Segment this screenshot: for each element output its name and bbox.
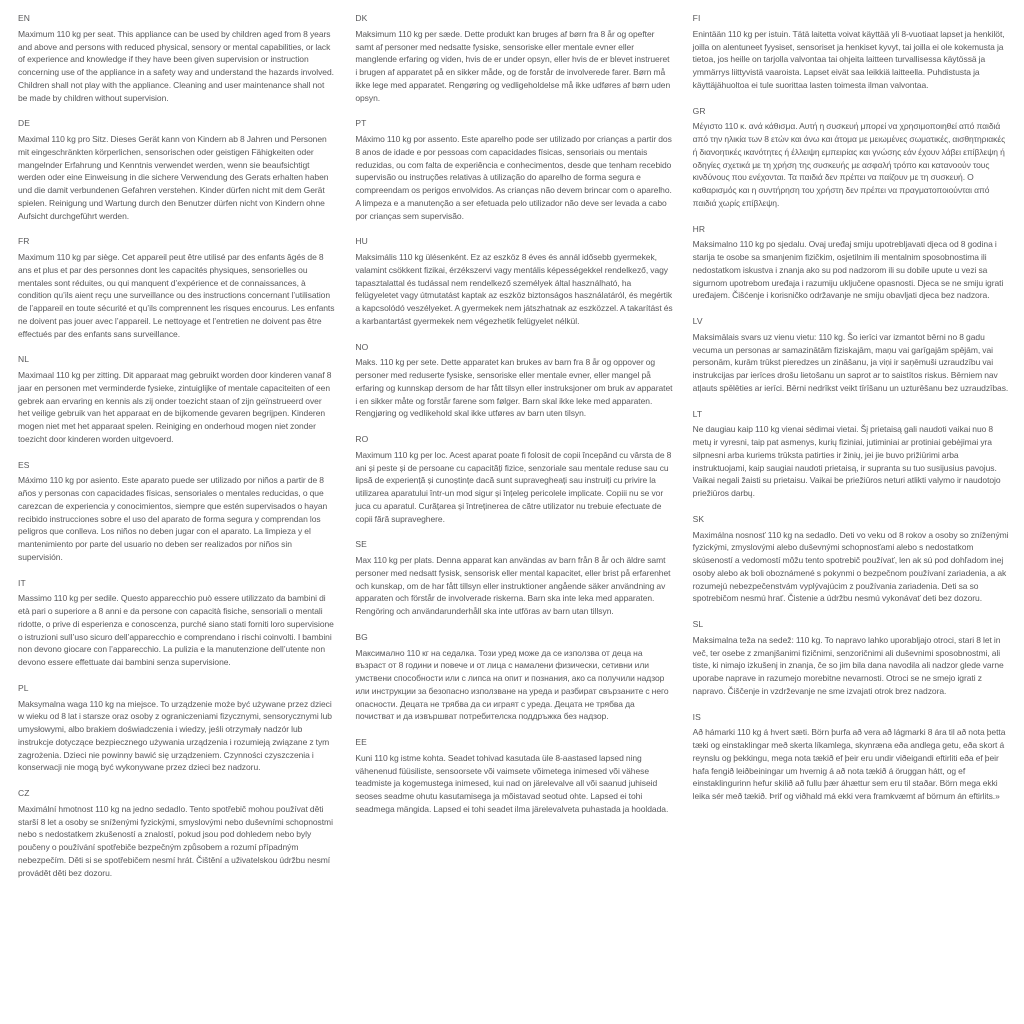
instruction-text: Að hámarki 110 kg á hvert sæti. Börn þurfa að vera að lágmarki 8 ára til að nota þetta tæki og einstaklingar með skerta líkamlega, skynræna eða andlega getu, eða skort á reynslu og þekkingu, mega nota tækið ef þeir eru undir viðeigandi eftirliti eða ef þeir hafa fengið leiðbeiningar um hvernig á að nota tækið á öruggan hátt, og ef einstaklingurinn hefur skilið að fullu þær áhættur sem eru til staðar. Börn mega ekki leika sér með tækið. Þrif og viðhald má ekki vera framkvæmt af börnum án eftirlits.» xyxy=(692,727,1006,801)
instruction-text: Maximum 110 kg per seat. This appliance can be used by children aged from 8 years and above and persons with reduced physical, sensory or mental capabilities, or lack of experience and knowledge if they have been given supervision or instruction concerning use of the appliance in a safety way and understand the hazards involved. Children shall not play with the appliance. Cleaning and user maintenance shall not be made by children without supervision. xyxy=(18,28,334,103)
language-code-label: RO xyxy=(355,434,369,444)
language-section-nl xyxy=(18,353,335,445)
instruction-text: Maksimum 110 kg per sæde. Dette produkt kan bruges af børn fra 8 år og opefter samt af personer med nedsatte fysiske, sensoriske eller mentale evner eller manglende erfaring og viden, hvis de er under opsyn, eller hvis de er blevet instrueret i brugen af apparatet på en sikker måde, og de forstår de involverede farer. Børn må ikke lege med apparatet. Rengøring og vedligeholdelse må ikke udføres af børn uden opsyn. xyxy=(355,28,671,103)
language-code-label: NO xyxy=(355,341,369,352)
language-section-ro xyxy=(355,433,672,525)
instruction-text: Maximal 110 kg pro Sitz. Dieses Gerät kann von Kindern ab 8 Jahren und Personen mit eingeschränkten körperlichen, sensorischen oder geistigen Fähigkeiten oder mangelnder Erfahrung und Kenntnis verwendet werden, wenn sie beaufsichtigt werden oder eine Einweisung in die sichere Verwendung des Gerats erhalten haben und die damit verbundenen Gefahren verstehen. Kinder dürfen nicht mit dem Gerät spielen. Reinigung und Wartung durch den Benutzer dürfen nicht von Kindern ohne Aufsicht durchgeführt werden. xyxy=(18,134,329,221)
language-code-label: HU xyxy=(355,236,368,247)
language-code-label: BG xyxy=(355,631,368,642)
language-section-lt xyxy=(693,408,1010,500)
language-code-label: DE xyxy=(18,118,31,129)
instruction-text: Maximum 110 kg per loc. Acest aparat poate fi folosit de copii începând cu vârsta de 8 ani și peste și de persoane cu capacități fizice, senzoriale sau mentale reduse sau cu lipsă de experiență și cunoștințe dacă sunt supravegheați sau instruiți cu privire la utilizarea aparatului într-un mod sigur și înțeleg pericolele implicate. Copiii nu se vor juca cu aparatul. Curățarea și întreținerea de către utilizator nu trebuie efectuate de copii fără supraveghere. xyxy=(355,449,672,524)
language-section-fr xyxy=(18,235,335,340)
instruction-text: Max 110 kg per plats. Denna apparat kan användas av barn från 8 år och äldre samt personer med nedsatt fysisk, sensorisk eller mental kapacitet, eller brist på erfarenhet och kunskap, om de har fått tillsyn eller instruktioner angående säker användning av apparaten och förstår de involverade riskerna. Barn ska inte leka med apparaten. Rengöring och användarunderhåll ska inte utföras av barn utan tillsyn. xyxy=(355,555,671,616)
language-code-label: PL xyxy=(18,682,29,693)
instruction-text: Enintään 110 kg per istuin. Tätä laitetta voivat käyttää yli 8-vuotiaat lapset ja henkilöt, joilla on alentuneet fyysiset, sensoriset ja henkiset kyvyt, tai joilla ei ole kokemusta ja tietoa, jos heille on tarjolla valvontaa tai ohjeita laitteen turvallisessa käytössä ja ymmärrys liittyvistä vaaroista. Lapset eivät saa leikkiä laitteella. Puhdistusta ja käyttäjähuoltoa ei tule suorittaa lasten toimesta ilman valvontaa. xyxy=(692,28,1005,90)
language-code-label: IS xyxy=(692,711,701,722)
language-code-label: HR xyxy=(692,223,706,234)
instruction-text: Μέγιστο 110 κ. ανά κάθισμα. Αυτή η συσκευή μπορεί να χρησιμοποιηθεί από παιδιά από την ηλικία των 8 ετών και άνω και άτομα με μειωμένες σωματικές, αισθητηριακές ή διανοητικές ικανότητες ή έλλειψη εμπειρίας και γνώσης εάν έχουν λάβει επίβλεψη ή οδηγίες σχετικά με τη χρήση της συσκευής με ασφαλή τρόπο και κατανοούν τους κινδύνους που ενέχονται. Τα παιδιά δεν πρέπει να παίζουν με τη συσκευή. Ο καθαρισμός και η συντήρηση του χρήστη δεν πρέπει να πραγματοποιούνται από παιδιά χωρίς επίβλεψη. xyxy=(692,121,1006,208)
language-section-de xyxy=(18,117,335,222)
instruction-text: Máximo 110 kg por assento. Este aparelho pode ser utilizado por crianças a partir dos 8 anos de idade e por pessoas com capacidades físicas, sensoriais ou mentais reduzidas, ou com falta de experiência e conhecimentos, desde que tenham recebido supervisão ou instruções relativas à utilização do aparelho de forma segura e compreendam os perigos envolvidos. As crianças não devem brincar com o aparelho. A limpeza e a manutenção a ser efetuada pelo utilizador não deve ser levada a cabo por crianças sem supervisão. xyxy=(355,134,672,221)
column-middle xyxy=(355,12,672,1014)
language-code-label: SE xyxy=(355,539,367,550)
instruction-text: Maksimális 110 kg ülésenként. Ez az eszköz 8 éves és annál idősebb gyermekek, valamint csökkent fizikai, érzékszervi vagy mentális képességekkel rendelkező, vagy tapasztalattal és tudással nem rendelkező személyek által használható, ha felügyeletet vagy útmutatást kaptak az eszköz biztonságos használatáról, és megértik a kapcsolódó veszélyeket. A gyermekek nem játszhatnak az eszközzel. A takarítást és a karbantartást gyermekek nem végezhetik felügyelet nélkül. xyxy=(355,252,673,326)
language-section-pt xyxy=(355,117,672,222)
language-section-hu xyxy=(355,235,672,327)
instruction-text: Maksymalna waga 110 kg na miejsce. To urządzenie może być używane przez dzieci w wieku od 8 lat i starsze oraz osoby z ograniczeniami fizycznymi, sensorycznymi lub umysłowymi, albo brakiem doświadczenia i wiedzy, jeśli otrzymały nadzór lub instrukcje dotyczące bezpiecznego używania urządzenia i rozumieją związane z tym zagrożenia. Dzieci nie powinny bawić się urządzeniem. Czynności czyszczenia i konserwacji nie mogą być wykonywane przez dzieci bez nadzoru. xyxy=(18,698,332,773)
language-section-hr xyxy=(693,223,1010,303)
language-code-label: SL xyxy=(692,619,704,629)
instruction-text: Maksimālais svars uz vienu vietu: 110 kg. Šo ierīci var izmantot bērni no 8 gadu vecuma un personas ar samazinātām fiziskajām, maņu vai garīgajām spējām, vai personām, kurām trūkst pieredzes un zināšanu, ja viņi ir saņēmuši uzraudzību vai instrukcijas par ierīces drošu lietošanu un saprot ar to saistītos riskus. Bērniem nav atļauts spēlēties ar ierīci. Bērni nedrīkst veikt tīrīšanu un uzturēšanu bez uzraudzības. xyxy=(692,331,1009,393)
language-code-label: NL xyxy=(18,354,30,365)
instruction-text: Maximální hmotnost 110 kg na jedno sedadlo. Tento spotřebič mohou používat děti starší 8 let a osoby se sníženými fyzickými, smyslovými nebo duševními schopnostmi nebo s nedostatkem zkušeností a znalostí, pokud jsou pod dohledem nebo byly poučeny o používání spotřebiče bezpečným způsobem a rozumí případným nebezpečím. Děti si se spotřebičem nesmí hrát. Čištění a uživatelskou údržbu nesmí provádět děti bez dozoru. xyxy=(18,803,333,878)
language-section-cz xyxy=(18,787,335,879)
instruction-text: Maks. 110 kg per sete. Dette apparatet kan brukes av barn fra 8 år og oppover og personer med reduserte fysiske, sensoriske eller mentale evner, eller mangel på erfaring og kunnskap dersom de har fått tilsyn eller instruksjoner om bruk av apparatet i en sikker måte og forstår farene som følger. Barn skal ikke leke med apparaten. Rengjøring og vedlikehold skal ikke utføres av barn uten tilsyn. xyxy=(355,357,673,419)
language-section-se xyxy=(355,538,672,618)
instruction-text: Maksimalna teža na sedež: 110 kg. To napravo lahko uporabljajo otroci, stari 8 let in več, ter osebe z zmanjšanimi fizičnimi, senzoričnimi ali duševnimi sposobnostmi, ali tiste, ki nimajo izkušenj in znanja, če so jim bila dana navodila ali nadzor glede varne uporabe naprave in razumejo morebitne nevarnosti. Otroci se ne smejo igrati z napravo. Čiščenje in vzdrževanje ne sme izvajati otrok brez nadzora. xyxy=(692,634,1004,696)
language-code-label: FR xyxy=(18,236,30,247)
language-code-label: CZ xyxy=(18,788,30,798)
instruction-text: Максимално 110 кг на седалка. Този уред може да се използва от деца на възраст от 8 години и повече и от лица с намалени физически, сетивни или умствени способности или с липса на опит и познания, ако са получили надзор или инструкции за безопасно използване на уреда и разбират свързаните с него опасности. Децата не трябва да си играят с уреда. Децата не трябва да почистват и да извършват потребителска поддръжка без надзор. xyxy=(355,647,669,722)
column-left xyxy=(18,12,335,1014)
language-section-bg xyxy=(355,631,672,723)
instruction-text: Maximaal 110 kg per zitting. Dit apparaat mag gebruikt worden door kinderen vanaf 8 jaar en personen met verminderde fysieke, zintuiglijke of mentale capaciteiten of een gebrek aan ervaring en kennis als zij onder toezicht staan of zijn geïnstrueerd over het veilige gebruik van het apparaat en de bijkomende gevaren begrijpen. Kinderen mogen niet met het apparaat spelen. Reiniging en onderhoud mogen niet zonder toezicht door kinderen worden uitgevoerd. xyxy=(18,370,332,444)
language-section-dk xyxy=(355,12,672,104)
instruction-text: Massimo 110 kg per sedile. Questo apparecchio può essere utilizzato da bambini di età pari o superiore a 8 anni e da persone con capacità fisiche, sensoriali o mentali ridotte, o prive di esperienza e conoscenza, purché siano stati forniti loro supervisione o istruzioni sull’uso sicuro dell’apparecchio e comprendano i rischi coinvolti. I bambini non devono giocare con l’apparecchio. La pulizia e la manutenzione dell’utente non devono essere effettuate dai bambini senza supervisione. xyxy=(18,593,334,667)
language-section-lv xyxy=(693,315,1010,395)
language-code-label: EN xyxy=(18,13,31,23)
language-section-fi xyxy=(693,12,1010,92)
language-section-ee xyxy=(355,736,672,816)
language-section-it xyxy=(18,577,335,669)
language-code-label: EE xyxy=(355,737,367,747)
language-section-sk xyxy=(693,513,1010,605)
instruction-text: Maximálna nosnosť 110 kg na sedadlo. Deti vo veku od 8 rokov a osoby so zníženými fyzickými, zmyslovými alebo duševnými schopnosťami alebo s nedostatkom skúseností a vedomostí môžu tento spotrebič používať, len ak sú pod dohľadom inej osoby alebo ak boli oboznámené s pokynmi o bezpečnom používaní zariadenia, a ak rozumejú nebezpečenstvám vyplývajúcim z používania zariadenia. Deti sa so spotrebičom nesmú hrať. Čistenie a údržbu nesmú vykonávať deti bez dozoru. xyxy=(692,529,1009,604)
language-code-label: DK xyxy=(355,13,368,23)
language-code-label: FI xyxy=(692,13,701,23)
language-section-gr xyxy=(693,105,1010,210)
instruction-text: Máximo 110 kg por asiento. Este aparato puede ser utilizado por niños a partir de 8 años y personas con capacidades físicas, sensoriales o mentales reducidas, o que carezcan de experiencia y conocimientos, siempre que estén supervisados o hayan recibido instrucciones sobre el uso del aparato de forma segura y comprendan los peligros que conlleva. Los niños no deben jugar con el aparato. La limpieza y el mantenimiento por parte del usuario no deben ser realizados por niños sin supervisión. xyxy=(18,475,328,562)
language-section-is xyxy=(693,711,1010,803)
language-code-label: IT xyxy=(18,577,26,588)
language-code-label: SK xyxy=(692,513,705,524)
instruction-text: Kuni 110 kg istme kohta. Seadet tohivad kasutada üle 8-aastased lapsed ning vähenenud füüsiliste, sensoorsete või vaimsete võimetega inimesed või vähese teadmiste ja kogemustega inimesed, kui nad on järelevalve all või saanud juhiseid seoses seadme ohutu kasutamisega ja mõistavad seotud ohte. Lapsed ei tohi seadmega mängida. Lapsed ei tohi seadet ilma järelevalveta puhastada ja hooldada. xyxy=(355,752,669,814)
language-code-label: GR xyxy=(692,105,706,116)
language-section-es xyxy=(18,459,335,564)
language-section-sl xyxy=(693,618,1010,698)
language-section-pl xyxy=(18,682,335,774)
language-code-label: PT xyxy=(355,118,367,129)
instruction-text: Maximum 110 kg par siège. Cet appareil peut être utilisé par des enfants âgés de 8 ans et plus et par des personnes dont les capacités physiques, sensorielles ou mentales sont réduites, ou qui manquent d’expérience et de connaissances, à condition qu’ils aient reçu une surveillance ou des instructions concernant l’utilisation de l’appareil en toute sécurité et qu’ils comprennent les risques encourus. Les enfants ne doivent pas jouer avec l’appareil. Le nettoyage et l’entretien ne doivent pas être effectués par des enfants sans surveillance. xyxy=(18,252,335,339)
instruction-text: Ne daugiau kaip 110 kg vienai sėdimai vietai. Šį prietaisą gali naudoti vaikai nuo 8 metų ir vyresni, taip pat asmenys, kurių fiziniai, jutiminiai ar protiniai gebėjimai yra silpnesni arba kuriems trūksta patirties ir žinių, jei jie buvo prižiūrimi arba instruktuojami, kaip saugiai naudoti prietaisą, ir supranta su tuo susijusius pavojus. Vaikai negali žaisti su prietaisu. Vaikai be priežiūros neturi atlikti valymo ir naudotojo priežiūros darbų. xyxy=(692,424,1001,498)
language-code-label: LT xyxy=(692,408,703,419)
language-section-no xyxy=(355,341,672,421)
column-right xyxy=(693,12,1010,1014)
language-code-label: ES xyxy=(18,459,30,470)
language-code-label: LV xyxy=(692,316,703,326)
instruction-text: Maksimalno 110 kg po sjedalu. Ovaj uređaj smiju upotrebljavati djeca od 8 godina i starija te osobe sa smanjenim fizičkim, osjetilnim ili mentalnim sposobnostima ili nedostatkom iskustva i znanja ako su pod nadzorom ili su dobile upute u vezi sa sigurnom upotrebom uređaja i razumiju uključene opasnosti. Djeca se ne smiju igrati uređajem. Čišćenje i korisničko održavanje ne smiju obavljati djeca bez nadzora. xyxy=(692,239,1004,301)
language-section-en xyxy=(18,12,335,104)
